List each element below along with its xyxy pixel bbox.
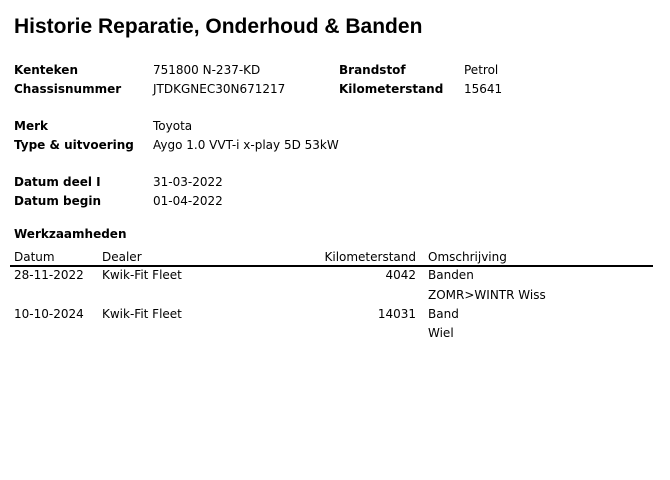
row-2-omschrijving-1: Band <box>428 307 459 321</box>
kilometerstand-label: Kilometerstand <box>339 82 444 96</box>
row-2-omschrijving-2: Wiel <box>428 326 454 340</box>
datum-deel-value: 31-03-2022 <box>153 175 223 189</box>
datum-begin-label: Datum begin <box>14 194 101 208</box>
chassisnummer-value: JTDKGNEC30N671217 <box>153 82 286 96</box>
chassisnummer-label: Chassisnummer <box>14 82 122 96</box>
column-header-kilometerstand: Kilometerstand <box>324 250 416 264</box>
row-1-dealer: Kwik-Fit Fleet <box>102 268 182 282</box>
row-2-kilometerstand: 14031 <box>377 307 416 321</box>
column-header-dealer: Dealer <box>102 250 142 264</box>
table-header-rule <box>10 265 653 267</box>
brandstof-label: Brandstof <box>339 63 406 77</box>
row-1-omschrijving-1: Banden <box>428 268 474 282</box>
kenteken-value: 751800 N-237-KD <box>153 63 261 77</box>
kenteken-label: Kenteken <box>14 63 78 77</box>
type-uitvoering-value: Aygo 1.0 VVT-i x-play 5D 53kW <box>153 138 339 152</box>
column-header-omschrijving: Omschrijving <box>428 250 507 264</box>
row-1-datum: 28-11-2022 <box>14 268 84 282</box>
row-2-dealer: Kwik-Fit Fleet <box>102 307 182 321</box>
type-uitvoering-label: Type & uitvoering <box>14 138 134 152</box>
page-title: Historie Reparatie, Onderhoud & Banden <box>14 15 423 38</box>
merk-value: Toyota <box>153 119 193 133</box>
row-2-datum: 10-10-2024 <box>14 307 84 321</box>
row-1-kilometerstand: 4042 <box>385 268 416 282</box>
row-1-omschrijving-2: ZOMR>WINTR Wiss <box>428 288 546 302</box>
merk-label: Merk <box>14 119 48 133</box>
datum-deel-label: Datum deel I <box>14 175 101 189</box>
kilometerstand-value: 15641 <box>464 82 503 96</box>
datum-begin-value: 01-04-2022 <box>153 194 223 208</box>
brandstof-value: Petrol <box>464 63 499 77</box>
column-header-datum: Datum <box>14 250 55 264</box>
werkzaamheden-heading: Werkzaamheden <box>14 227 127 241</box>
